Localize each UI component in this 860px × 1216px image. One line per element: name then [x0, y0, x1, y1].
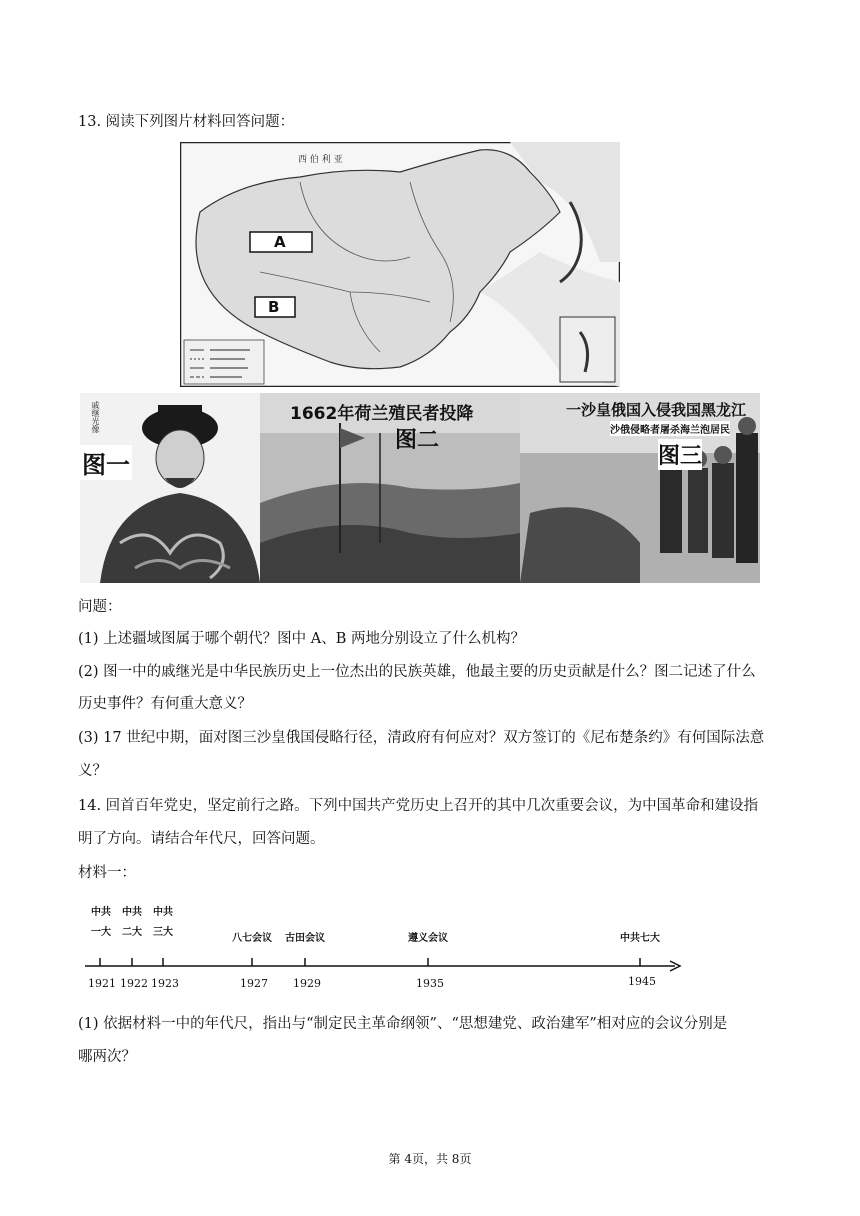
timeline-event-label: 遵义会议 — [408, 933, 448, 944]
timeline-year: 1921 — [88, 977, 116, 990]
fig1-label: 图一 — [80, 445, 132, 480]
timeline-event-label: 古田会议 — [285, 933, 325, 944]
timeline-event-label: 中共 二大 — [122, 907, 142, 938]
timeline-year: 1923 — [151, 977, 179, 990]
fig3-title: 一沙皇俄国入侵我国黑龙江 — [566, 401, 747, 419]
q13-sub2-line2: 历史事件？有何重大意义？ — [78, 696, 252, 712]
picture-strip — [80, 393, 760, 583]
map-label-a: A — [274, 233, 286, 251]
fig3-label: 图三 — [658, 439, 702, 470]
q13-sub2-line1: (2) 图一中的戚继光是中华民族历史上一位杰出的民族英雄，他最主要的历史贡献是什么？图二记述了什么 — [78, 664, 756, 680]
map-top-label: 西 伯 利 亚 — [298, 155, 343, 165]
timeline-year: 1935 — [416, 977, 444, 990]
timeline-event-label: 八七会议 — [232, 933, 272, 944]
q13-sub3-line2: 义？ — [78, 763, 107, 779]
fig2-label: 图二 — [395, 428, 440, 453]
fig1-caption: 戚继光像 — [91, 401, 100, 433]
timeline-year: 1922 — [120, 977, 148, 990]
q14-sub1-line1: (1) 依据材料一中的年代尺，指出与“制定民主革命纲领”、“思想建党、政治建军”相对应的会议分别是 — [78, 1016, 728, 1032]
q13-sub1: (1) 上述疆域图属于哪个朝代？图中 A、B 两地分别设立了什么机构？ — [78, 631, 525, 647]
q13-sub3-line1: (3) 17 世纪中期，面对图三沙皇俄国侵略行径，清政府有何应对？双方签订的《尼布楚条约》有何国际法意 — [78, 730, 765, 746]
timeline-year: 1929 — [293, 977, 321, 990]
territory-map — [180, 142, 620, 387]
timeline — [80, 900, 690, 995]
material-label: 材料一： — [78, 865, 136, 881]
q13-title: 13. 阅读下列图片材料回答问题： — [78, 114, 295, 130]
fig2-title: 1662年荷兰殖民者投降 — [290, 404, 474, 424]
timeline-event-label: 中共七大 — [620, 933, 660, 944]
map-label-b: B — [268, 298, 280, 316]
timeline-event-label: 中共 三大 — [153, 907, 173, 938]
fig3-sub: 沙俄侵略者屠杀海兰泡居民 — [610, 421, 730, 436]
timeline-year: 1945 — [628, 975, 656, 988]
timeline-year: 1927 — [240, 977, 268, 990]
timeline-event-label: 中共 一大 — [91, 907, 111, 938]
page-footer: 第 4页，共 8页 — [388, 1152, 472, 1166]
questions-header: 问题： — [78, 599, 122, 615]
q14-line1: 14. 回首百年党史，坚定前行之路。下列中国共产党历史上召开的其中几次重要会议，为中国革命和建设指 — [78, 798, 759, 814]
q14-sub1-line2: 哪两次？ — [78, 1049, 136, 1065]
q14-line2: 明了方向。请结合年代尺，回答问题。 — [78, 831, 325, 847]
